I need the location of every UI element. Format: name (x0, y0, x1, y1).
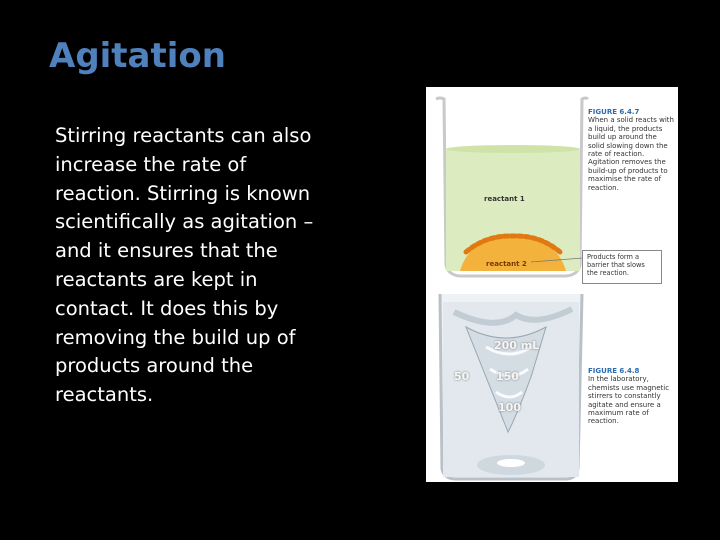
beaker-mark-100: 100 (498, 401, 521, 414)
figure-label-bottom: FIGURE 6.4.8 (588, 367, 640, 375)
figure-caption-top (588, 108, 674, 192)
beaker-mark-50: 50 (454, 370, 470, 383)
figure-caption-bottom (588, 367, 674, 426)
beaker-top (436, 98, 588, 276)
figure-caption-bottom-text: In the laboratory, chemists use magnetic stirrers to constantly agitate and ensure a maximum rate of reaction. (588, 375, 670, 426)
reactant-1-label: reactant 1 (484, 195, 525, 203)
products-callout: Products form a barrier that slows the reaction. (582, 250, 662, 284)
figure-panel (426, 87, 678, 482)
beaker-mark-200: 200 mL (494, 339, 540, 352)
slide-body-text: Stirring reactants can also increase the rate of reaction. Stirring is known scientifically as agitation – and it ensures that the reactants are kept in contact. It does this by removing the build up of products around the reactants. (55, 124, 314, 407)
beaker-mark-150: 150 (496, 370, 519, 383)
figure-caption-top-text: When a solid reacts with a liquid, the products build up around the solid slowing down the rate of reaction. Agitation removes the build-up of products to maximise the rate of reaction. (588, 116, 674, 192)
reactant-2-label: reactant 2 (486, 260, 527, 268)
figure-label-top: FIGURE 6.4.7 (588, 108, 640, 116)
slide-title: Agitation (49, 36, 226, 76)
beaker-bottom (440, 294, 582, 479)
